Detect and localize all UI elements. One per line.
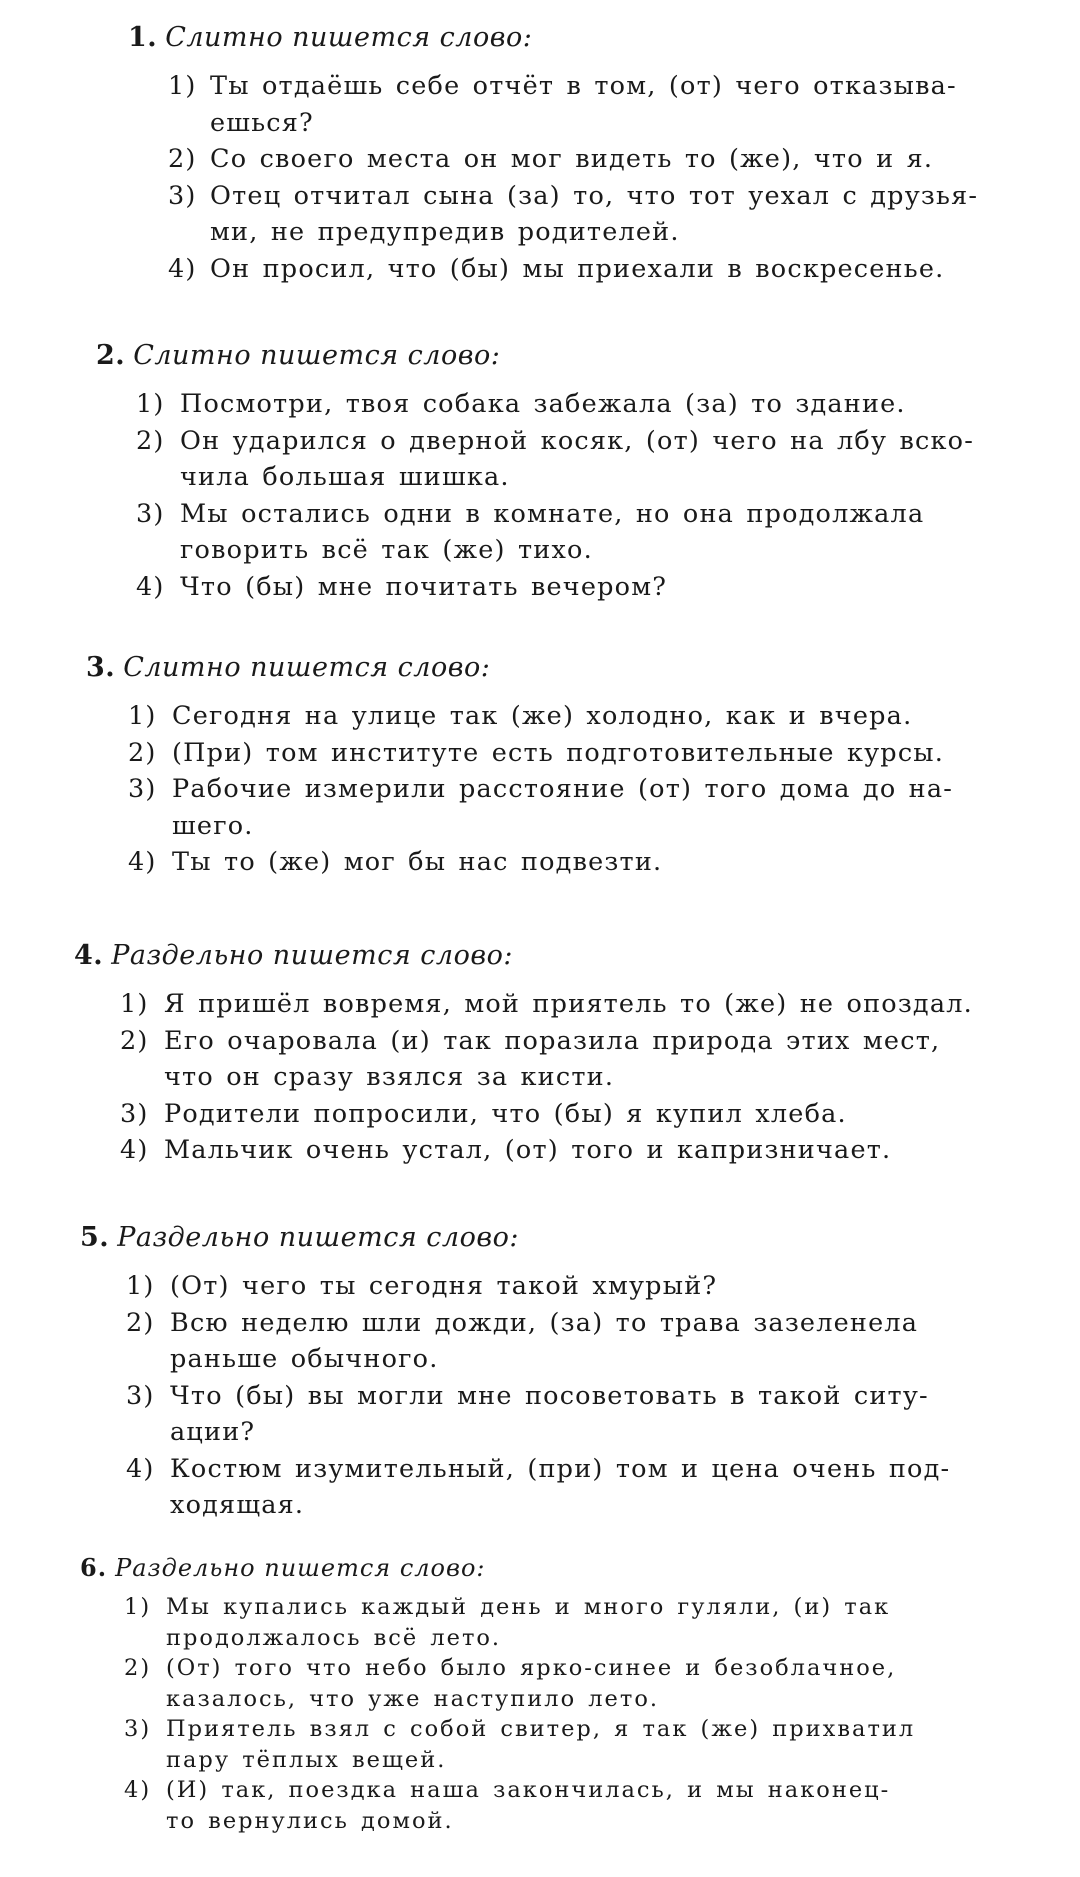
- answer-option-2: [86, 735, 1080, 772]
- option-text-line: Родители попросили, что (бы) я купил хлеба.: [164, 1098, 847, 1129]
- answer-option-1: [128, 68, 1080, 141]
- option-text-line: Со своего места он мог видеть то (же), что и я.: [210, 144, 934, 174]
- answer-option-3: [80, 1714, 1080, 1775]
- task-2: [96, 338, 1080, 605]
- option-text-line: казалось, что уже наступило лето.: [166, 1685, 660, 1712]
- task-3-heading: [86, 650, 1080, 686]
- option-number: 4): [168, 253, 197, 284]
- option-text-line: Что (бы) мне почитать вечером?: [180, 571, 668, 602]
- answer-options: [128, 68, 1080, 287]
- answer-option-2: [74, 1023, 1074, 1096]
- option-text-line: то вернулись домой.: [166, 1807, 454, 1834]
- task-6: [80, 1552, 1080, 1836]
- option-number: 4): [128, 847, 157, 877]
- option-number: 3): [126, 1380, 155, 1411]
- option-number: 3): [124, 1716, 152, 1742]
- answer-option-3: [96, 496, 1080, 569]
- option-text-line: Приятель взял с собой свитер, я так (же) прихватил: [166, 1716, 916, 1742]
- answer-option-1: [80, 1592, 1080, 1653]
- answer-option-4: [80, 1451, 1080, 1524]
- option-number: 2): [124, 1655, 152, 1681]
- answer-option-4: [86, 844, 1080, 881]
- task-3: [86, 650, 1080, 881]
- option-number: 4): [136, 571, 165, 602]
- option-number: 4): [120, 1135, 149, 1165]
- option-text-line: Мы остались одни в комнате, но она продолжала: [180, 498, 925, 529]
- task-prompt: Слитно пишется слово:: [133, 340, 501, 371]
- task-prompt: Раздельно пишется слово:: [117, 1222, 519, 1253]
- answer-option-1: [96, 386, 1080, 423]
- option-text-line: (И) так, поездка наша закончилась, и мы наконец-: [166, 1777, 891, 1803]
- answer-options: [86, 698, 1080, 881]
- answer-option-2: [80, 1305, 1080, 1378]
- option-text-line: (От) чего ты сегодня такой хмурый?: [170, 1271, 718, 1301]
- option-text-line: Рабочие измерили расстояние (от) того дома до на-: [172, 774, 954, 804]
- task-prompt: Слитно пишется слово:: [165, 22, 533, 53]
- task-number: 6.: [80, 1553, 108, 1582]
- option-text-line: что он сразу взялся за кисти.: [164, 1062, 615, 1092]
- option-number: 2): [136, 425, 165, 456]
- option-text-line: Сегодня на улице так (же) холодно, как и вчера.: [172, 701, 913, 731]
- task-1: [128, 20, 1080, 287]
- answer-option-3: [80, 1378, 1080, 1451]
- answer-option-3: [74, 1096, 1074, 1133]
- option-number: 2): [126, 1307, 155, 1338]
- answer-option-4: [74, 1132, 1074, 1169]
- option-number: 1): [124, 1594, 152, 1620]
- answer-option-2: [80, 1653, 1080, 1714]
- task-5: [80, 1220, 1080, 1524]
- task-prompt: Раздельно пишется слово:: [111, 940, 513, 971]
- task-number: 1.: [128, 22, 158, 53]
- option-text-line: ешься?: [210, 107, 314, 138]
- option-text-line: Он ударился о дверной косяк, (от) чего на лбу вско-: [180, 425, 975, 456]
- answer-options: [80, 1268, 1080, 1524]
- answer-options: [80, 1592, 1080, 1836]
- option-text-line: Посмотри, твоя собака забежала (за) то здание.: [180, 389, 906, 419]
- answer-option-1: [86, 698, 1080, 735]
- option-number: 3): [120, 1098, 149, 1129]
- task-number: 3.: [86, 652, 116, 683]
- task-prompt: Раздельно пишется слово:: [115, 1554, 486, 1582]
- option-text-line: ходящая.: [170, 1490, 305, 1520]
- option-text-line: Мальчик очень устал, (от) того и капризничает.: [164, 1135, 892, 1165]
- option-number: 2): [128, 737, 157, 768]
- option-text-line: ми, не предупредив родителей.: [210, 217, 680, 247]
- answer-options: [96, 386, 1080, 605]
- option-text-line: пару тёплых вещей.: [166, 1746, 447, 1773]
- option-text-line: Ты то (же) мог бы нас подвезти.: [172, 847, 663, 877]
- option-text-line: чила большая шишка.: [180, 462, 510, 492]
- task-4: [74, 938, 1074, 1169]
- option-text-line: (От) того что небо было ярко-синее и безоблачное,: [166, 1655, 897, 1681]
- answer-option-4: [128, 251, 1080, 288]
- task-2-heading: [96, 338, 1080, 374]
- answer-option-2: [96, 423, 1080, 496]
- option-number: 2): [168, 144, 197, 174]
- option-number: 1): [120, 989, 149, 1019]
- task-6-heading: [80, 1552, 1080, 1584]
- option-number: 1): [136, 389, 165, 419]
- option-text-line: Отец отчитал сына (за) то, что тот уехал с друзья-: [210, 180, 979, 211]
- option-text-line: продолжалось всё лето.: [166, 1624, 502, 1651]
- option-text-line: Ты отдаёшь себе отчёт в том, (от) чего отказыва-: [210, 71, 957, 101]
- answer-option-1: [74, 986, 1074, 1023]
- option-text-line: Мы купались каждый день и много гуляли, (и) так: [166, 1594, 891, 1620]
- task-1-heading: [128, 20, 1080, 56]
- task-number: 4.: [74, 940, 104, 971]
- option-text-line: (При) том институте есть подготовительные курсы.: [172, 737, 945, 768]
- answer-option-4: [80, 1775, 1080, 1836]
- option-number: 3): [128, 774, 157, 804]
- option-text-line: Я пришёл вовремя, мой приятель то (же) не опоздал.: [164, 989, 973, 1019]
- answer-option-1: [80, 1268, 1080, 1305]
- option-number: 4): [124, 1777, 152, 1803]
- task-prompt: Слитно пишется слово:: [123, 652, 491, 683]
- option-text-line: ации?: [170, 1417, 256, 1447]
- answer-options: [74, 986, 1074, 1169]
- option-number: 1): [168, 71, 197, 101]
- task-4-heading: [74, 938, 1074, 974]
- option-text-line: Что (бы) вы могли мне посоветовать в такой ситу-: [170, 1380, 929, 1411]
- option-text-line: говорить всё так (же) тихо.: [180, 535, 593, 565]
- option-text-line: Костюм изумительный, (при) том и цена очень под-: [170, 1453, 951, 1484]
- task-number: 2.: [96, 340, 126, 371]
- option-number: 2): [120, 1025, 149, 1056]
- option-number: 4): [126, 1453, 155, 1484]
- option-number: 1): [126, 1271, 155, 1301]
- option-number: 3): [136, 498, 165, 529]
- answer-option-3: [128, 178, 1080, 251]
- option-text-line: Он просил, что (бы) мы приехали в воскресенье.: [210, 253, 945, 284]
- task-number: 5.: [80, 1222, 110, 1253]
- answer-option-4: [96, 569, 1080, 606]
- option-text-line: Его очаровала (и) так поразила природа этих мест,: [164, 1025, 941, 1056]
- answer-option-2: [128, 141, 1080, 178]
- option-text-line: раньше обычного.: [170, 1344, 439, 1374]
- option-text-line: шего.: [172, 810, 254, 841]
- answer-option-3: [86, 771, 1080, 844]
- task-5-heading: [80, 1220, 1080, 1256]
- option-number: 1): [128, 701, 157, 731]
- option-number: 3): [168, 180, 197, 211]
- option-text-line: Всю неделю шли дожди, (за) то трава зазеленела: [170, 1307, 919, 1338]
